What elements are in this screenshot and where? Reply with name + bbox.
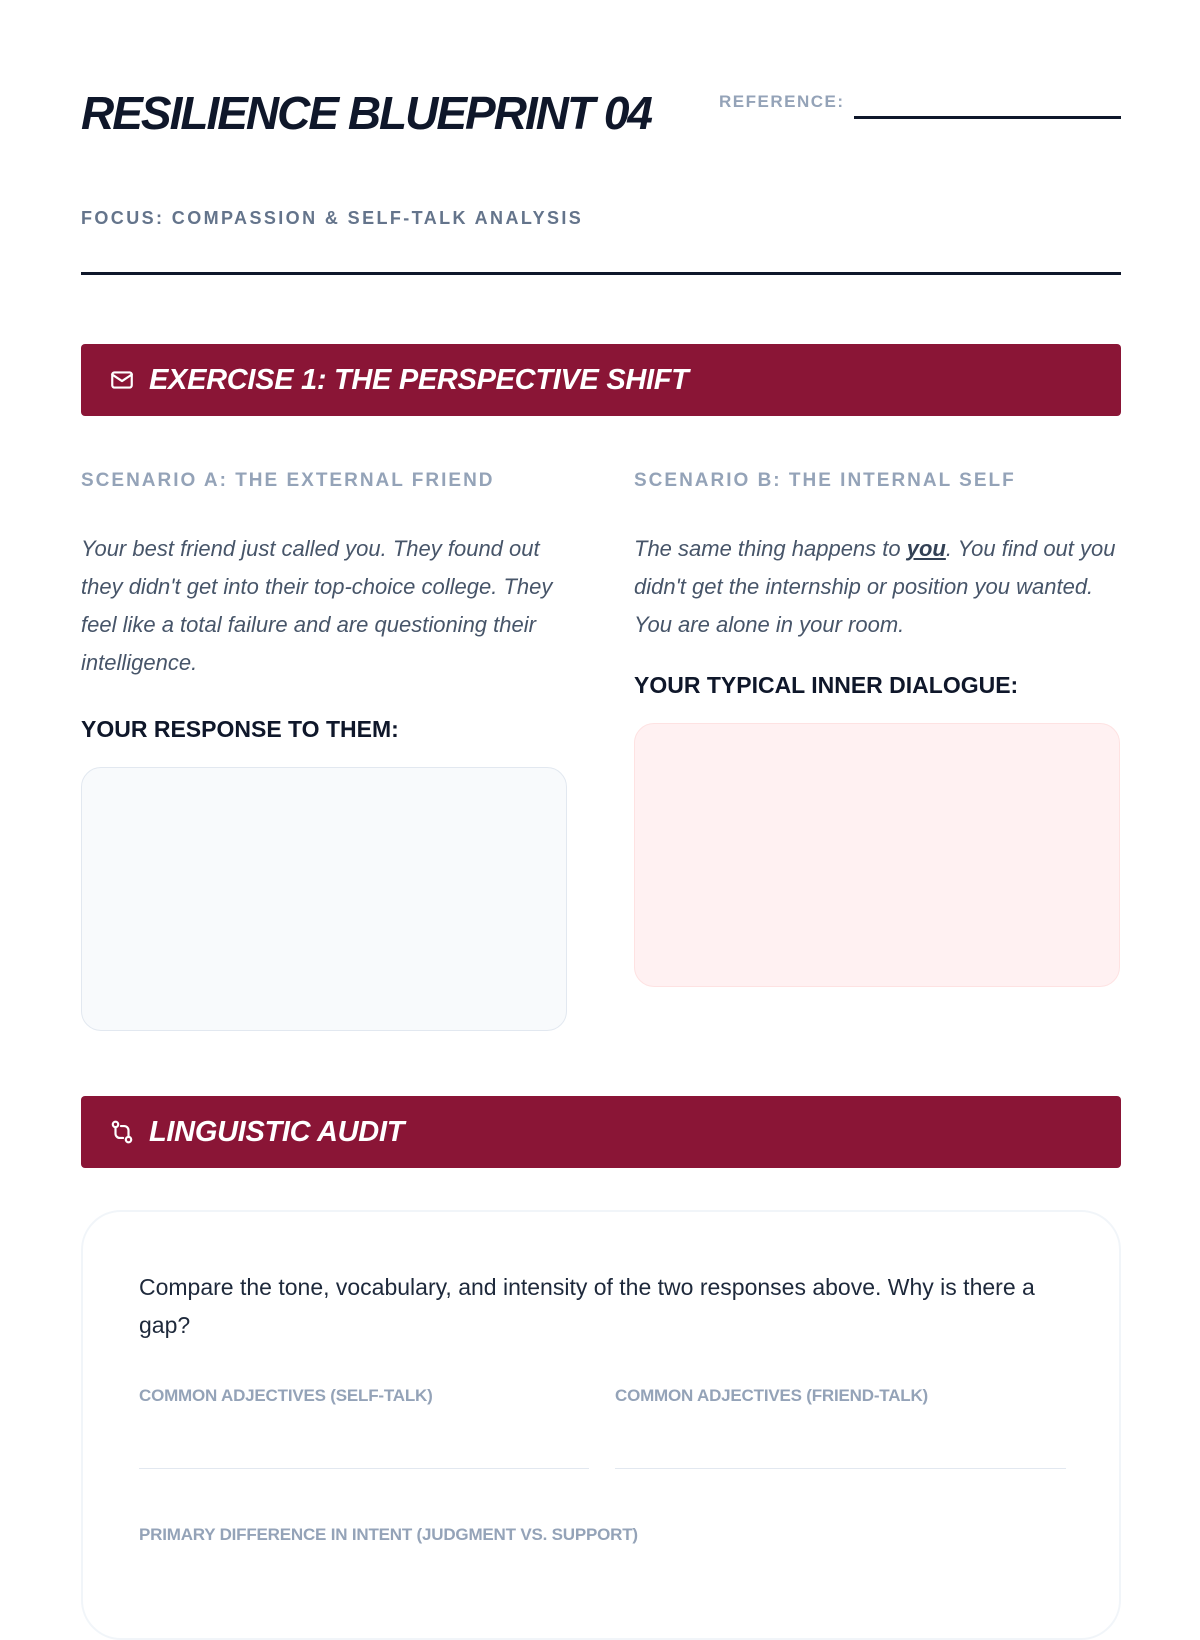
scenario-b-response-label: YOUR TYPICAL INNER DIALOGUE:	[634, 672, 1019, 698]
audit-question: Compare the tone, vocabulary, and intensity of the two responses above. Why is there a gap?	[139, 1274, 1035, 1338]
friend-talk-adjectives-field[interactable]	[615, 1468, 1066, 1469]
self-talk-adjectives-label: COMMON ADJECTIVES (SELF-TALK)	[139, 1386, 433, 1405]
header-divider	[81, 272, 1121, 275]
friend-talk-adjectives-label: COMMON ADJECTIVES (FRIEND-TALK)	[615, 1386, 929, 1405]
reference-field-line[interactable]	[854, 116, 1121, 119]
scenario-a-column	[81, 470, 567, 1031]
envelope-icon	[109, 367, 135, 393]
friend-response-box[interactable]	[81, 767, 567, 1031]
scenario-b-emphasis: you	[906, 536, 946, 561]
scenario-b-text-end: . You find out you didn't get the internship or position you wanted. You are alone in your room.	[634, 536, 1116, 637]
scenario-b-text	[634, 530, 1120, 644]
inner-dialogue-box[interactable]	[634, 723, 1120, 987]
exercise-1-title: EXERCISE 1: THE PERSPECTIVE SHIFT	[149, 363, 689, 396]
linguistic-audit-header	[81, 1096, 1121, 1168]
scenario-b-heading: SCENARIO B: THE INTERNAL SELF	[634, 470, 1016, 491]
page-title: RESILIENCE BLUEPRINT 04	[81, 87, 651, 139]
git-compare-icon	[109, 1119, 135, 1145]
scenario-a-response-label: YOUR RESPONSE TO THEM:	[81, 716, 399, 742]
intent-difference-label: PRIMARY DIFFERENCE IN INTENT (JUDGMENT VS. SUPPORT)	[139, 1525, 638, 1544]
scenario-a-text: Your best friend just called you. They found out they didn't get into their top-choice college. They feel like a total failure and are questioning their intelligence.	[81, 536, 553, 675]
exercise-1-header	[81, 344, 1121, 416]
scenario-b-column	[634, 470, 1120, 987]
linguistic-audit-card	[81, 1210, 1121, 1640]
scenario-a-heading: SCENARIO A: THE EXTERNAL FRIEND	[81, 470, 495, 491]
linguistic-audit-title: LINGUISTIC AUDIT	[149, 1115, 405, 1148]
scenario-b-text-start: The same thing happens to	[634, 536, 907, 561]
focus-subtitle: FOCUS: COMPASSION & SELF-TALK ANALYSIS	[81, 208, 584, 228]
self-talk-adjectives-field[interactable]	[139, 1468, 589, 1469]
reference-label: REFERENCE:	[719, 92, 845, 111]
